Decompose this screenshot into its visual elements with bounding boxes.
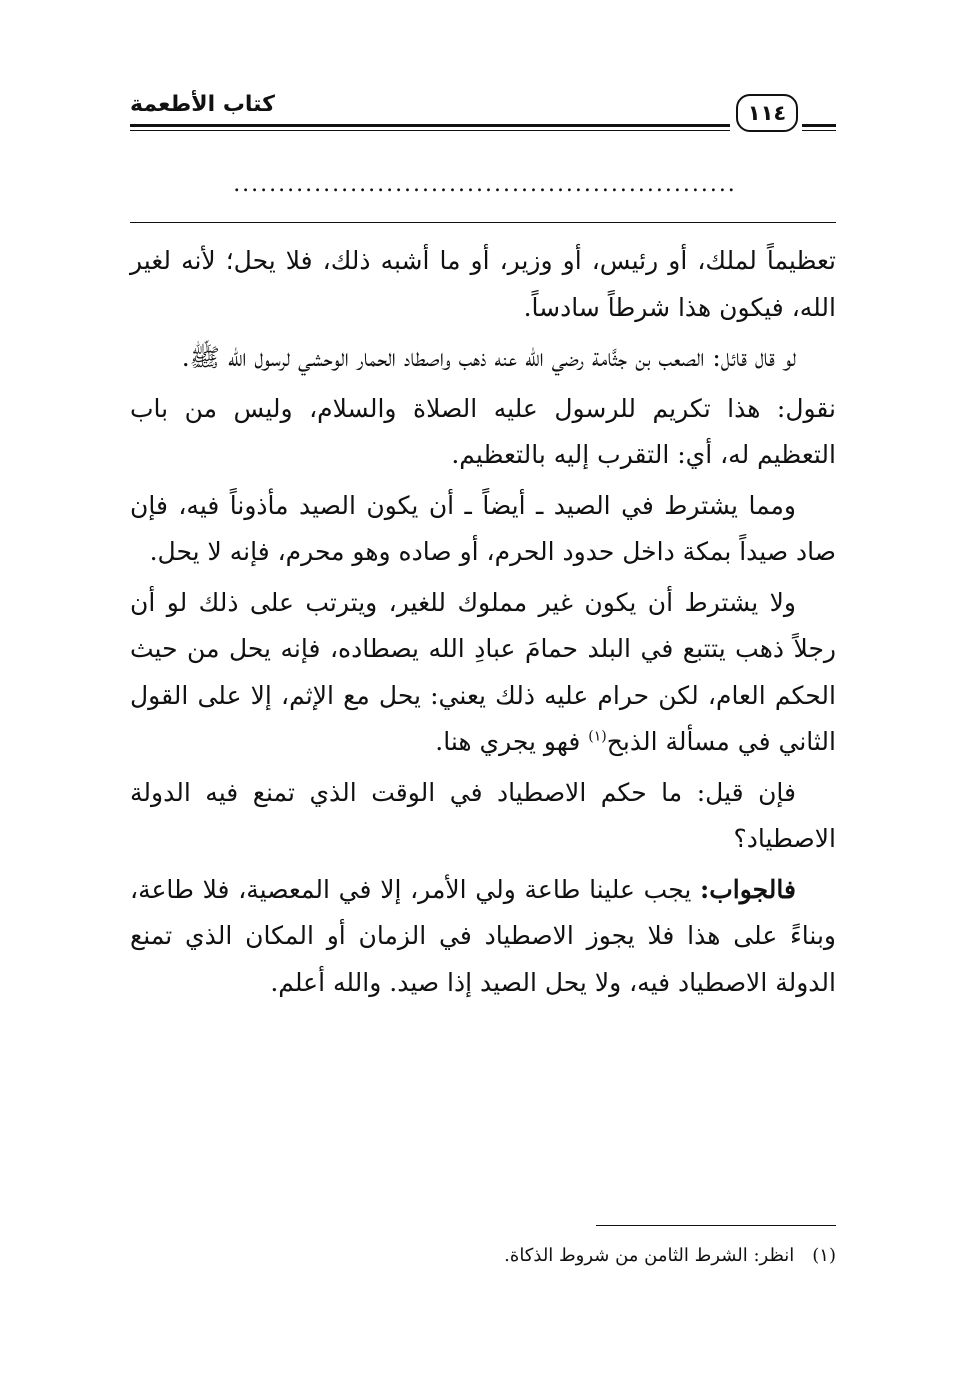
page-number: ١١٤ [736, 94, 798, 132]
footnote [136, 1242, 836, 1270]
dotted-line: ........................................................ [233, 172, 737, 196]
paragraph-7 [130, 867, 836, 1007]
header-rule-right-thick [802, 124, 836, 127]
paragraph-2: لو قال قائل: الصعب بن جثَّامة رضي الله عنه ذهب واصطاد الحمار الوحشي لرسول الله ﷺ. [181, 343, 796, 372]
book-title: كتاب الأطعمة [130, 92, 275, 117]
header-rule-thin [130, 130, 730, 131]
footnote-rule [596, 1225, 836, 1226]
separator-line [130, 222, 836, 223]
answer-text: يجب علينا طاعة ولي الأمر، إلا في المعصية، فلا طاعة، وبناءً على هذا فلا يجوز الاصطياد في الزمان أو المكان الذي تمنع الدولة الاصطياد فيه، ولا يحل الصيد إذا صيد. والله أعلم. [130, 874, 836, 997]
footnote-text: انظر: الشرط الثامن من شروط الذكاة. [504, 1245, 795, 1266]
footnote-marker: (١) [588, 728, 607, 745]
page-header [130, 90, 836, 138]
paragraph-5 [130, 580, 836, 766]
header-rule-thick [130, 124, 730, 127]
paragraph-4: ومما يشترط في الصيد ـ أيضاً ـ أن يكون الصيد مأذوناً فيه، فإن صاد صيداً بمكة داخل حدود الحرم، أو صاده وهو محرم، فإنه لا يحل. [130, 490, 836, 566]
paragraph-6: فإن قيل: ما حكم الاصطياد في الوقت الذي تمنع فيه الدولة الاصطياد؟ [130, 777, 836, 853]
main-text [130, 238, 836, 1010]
footnote-number: (١) [812, 1245, 836, 1266]
paragraph-5-end: فهو يجري هنا. [435, 727, 589, 756]
header-rule-right-thin [802, 130, 836, 131]
paragraph-5-text: ولا يشترط أن يكون غير مملوك للغير، ويترتب على ذلك لو أن رجلاً ذهب يتتبع في البلد حمامَ عبادِ الله يصطاده، فإنه يحل من حيث الحكم العام، لكن حرام عليه ذلك يعني: يحل مع الإثم، إلا على القول الثاني في مسألة الذبح [130, 587, 836, 756]
paragraph-3: نقول: هذا تكريم للرسول عليه الصلاة والسلام، وليس من باب التعظيم له، أي: التقرب إليه بالتعظيم. [130, 393, 836, 469]
answer-lead: فالجواب: [700, 874, 796, 904]
paragraph-1: تعظيماً لملك، أو رئيس، أو وزير، أو ما أشبه ذلك، فلا يحل؛ لأنه لغير الله، فيكون هذا شرطاً سادساً. [130, 246, 836, 322]
